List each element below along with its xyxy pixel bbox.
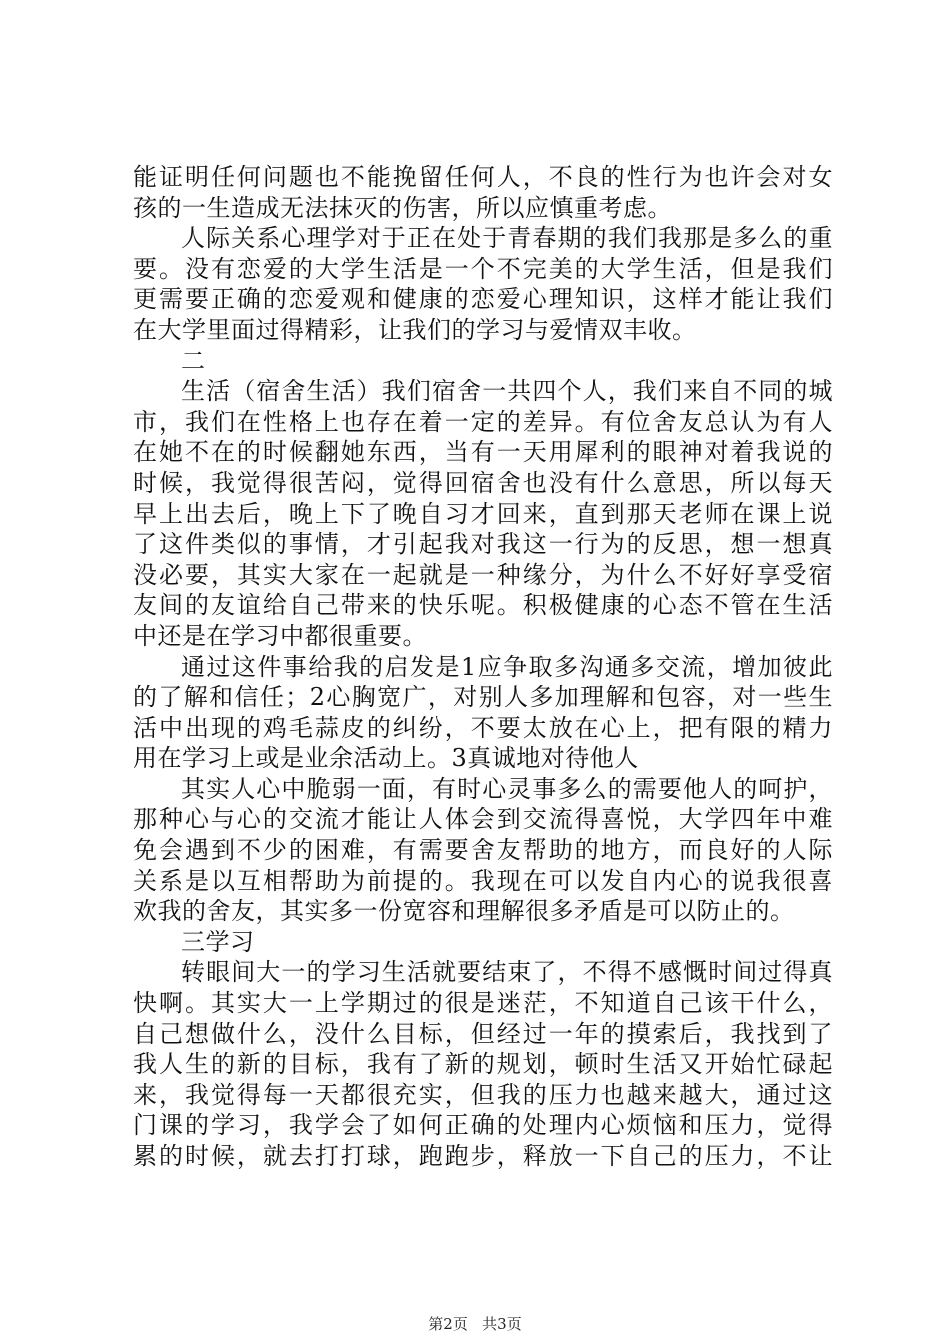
text-line: 来，我觉得每一天都很充实，但我的压力也越来越大，通过这 [133, 1080, 833, 1109]
total-pages: 共3页 [482, 1315, 522, 1333]
text-line: 转眼间大一的学习生活就要结束了，不得不感慨时间过得真 [181, 958, 833, 987]
text-line: 累的时候，就去打打球，跑跑步，释放一下自己的压力，不让 [133, 1142, 833, 1170]
text-line: 我人生的新的目标，我有了新的规划，顿时生活又开始忙碌起 [133, 1050, 833, 1079]
text-line: 活中出现的鸡毛蒜皮的纠纷，不要太放在心上，把有限的精力 [133, 713, 833, 742]
text-line: 那种心与心的交流才能让人体会到交流得喜悦，大学四年中难 [133, 805, 833, 834]
text-line: 自己想做什么，没什么目标，但经过一年的摸索后，我找到了 [133, 1019, 833, 1048]
text-line: 的了解和信任；2心胸宽广，对别人多加理解和包容，对一些生 [133, 683, 833, 712]
text-line: 能证明任何问题也不能挽留任何人，不良的性行为也许会对女 [133, 163, 833, 191]
text-line: 没必要，其实大家在一起就是一种缘分，为什么不好好享受宿 [133, 560, 833, 589]
page-footer [0, 1314, 950, 1334]
text-line: 生活（宿舍生活）我们宿舍一共四个人，我们来自不同的城 [181, 377, 833, 406]
text-line: 人际关系心理学对于正在处于青春期的我们我那是多么的重 [181, 224, 833, 253]
text-line: 更需要正确的恋爱观和健康的恋爱心理知识，这样才能让我们 [133, 285, 833, 314]
text-line: 二 [181, 346, 206, 375]
text-line: 门课的学习，我学会了如何正确的处理内心烦恼和压力，觉得 [133, 1111, 833, 1140]
text-line: 中还是在学习中都很重要。 [133, 621, 427, 650]
text-line: 在大学里面过得精彩，让我们的学习与爱情双丰收。 [133, 315, 697, 344]
text-line: 欢我的舍友，其实多一份宽容和理解很多矛盾是可以防止的。 [133, 897, 795, 926]
page-number: 第2页 [428, 1315, 468, 1333]
text-line: 免会遇到不少的困难，有需要舍友帮助的地方，而良好的人际 [133, 836, 833, 865]
text-line: 通过这件事给我的启发是1应争取多沟通多交流，增加彼此 [181, 652, 833, 681]
text-line: 其实人心中脆弱一面，有时心灵事多么的需要他人的呵护， [181, 774, 833, 803]
text-line: 要。没有恋爱的大学生活是一个不完美的大学生活，但是我们 [133, 254, 833, 283]
text-line: 三学习 [181, 927, 255, 956]
footer-separator [473, 1315, 478, 1333]
body-text [133, 162, 833, 1172]
text-line: 了这件类似的事情，才引起我对我这一行为的反思，想一想真 [133, 530, 833, 559]
text-line: 孩的一生造成无法抹灭的伤害，所以应慎重考虑。 [133, 193, 672, 222]
text-line: 时候，我觉得很苦闷，觉得回宿舍也没有什么意思，所以每天 [133, 468, 833, 497]
text-line: 友间的友谊给自己带来的快乐呢。积极健康的心态不管在生活 [133, 591, 833, 620]
text-line: 早上出去后，晚上下了晚自习才回来，直到那天老师在课上说 [133, 499, 833, 528]
text-line: 关系是以互相帮助为前提的。我现在可以发自内心的说我很喜 [133, 866, 833, 895]
text-line: 快啊。其实大一上学期过的很是迷茫，不知道自己该干什么， [133, 989, 833, 1018]
text-line: 用在学习上或是业余活动上。3真诚地对待他人 [133, 744, 639, 773]
text-line: 在她不在的时候翻她东西，当有一天用犀利的眼神对着我说的 [133, 438, 833, 467]
text-line: 市，我们在性格上也存在着一定的差异。有位舍友总认为有人 [133, 407, 833, 436]
